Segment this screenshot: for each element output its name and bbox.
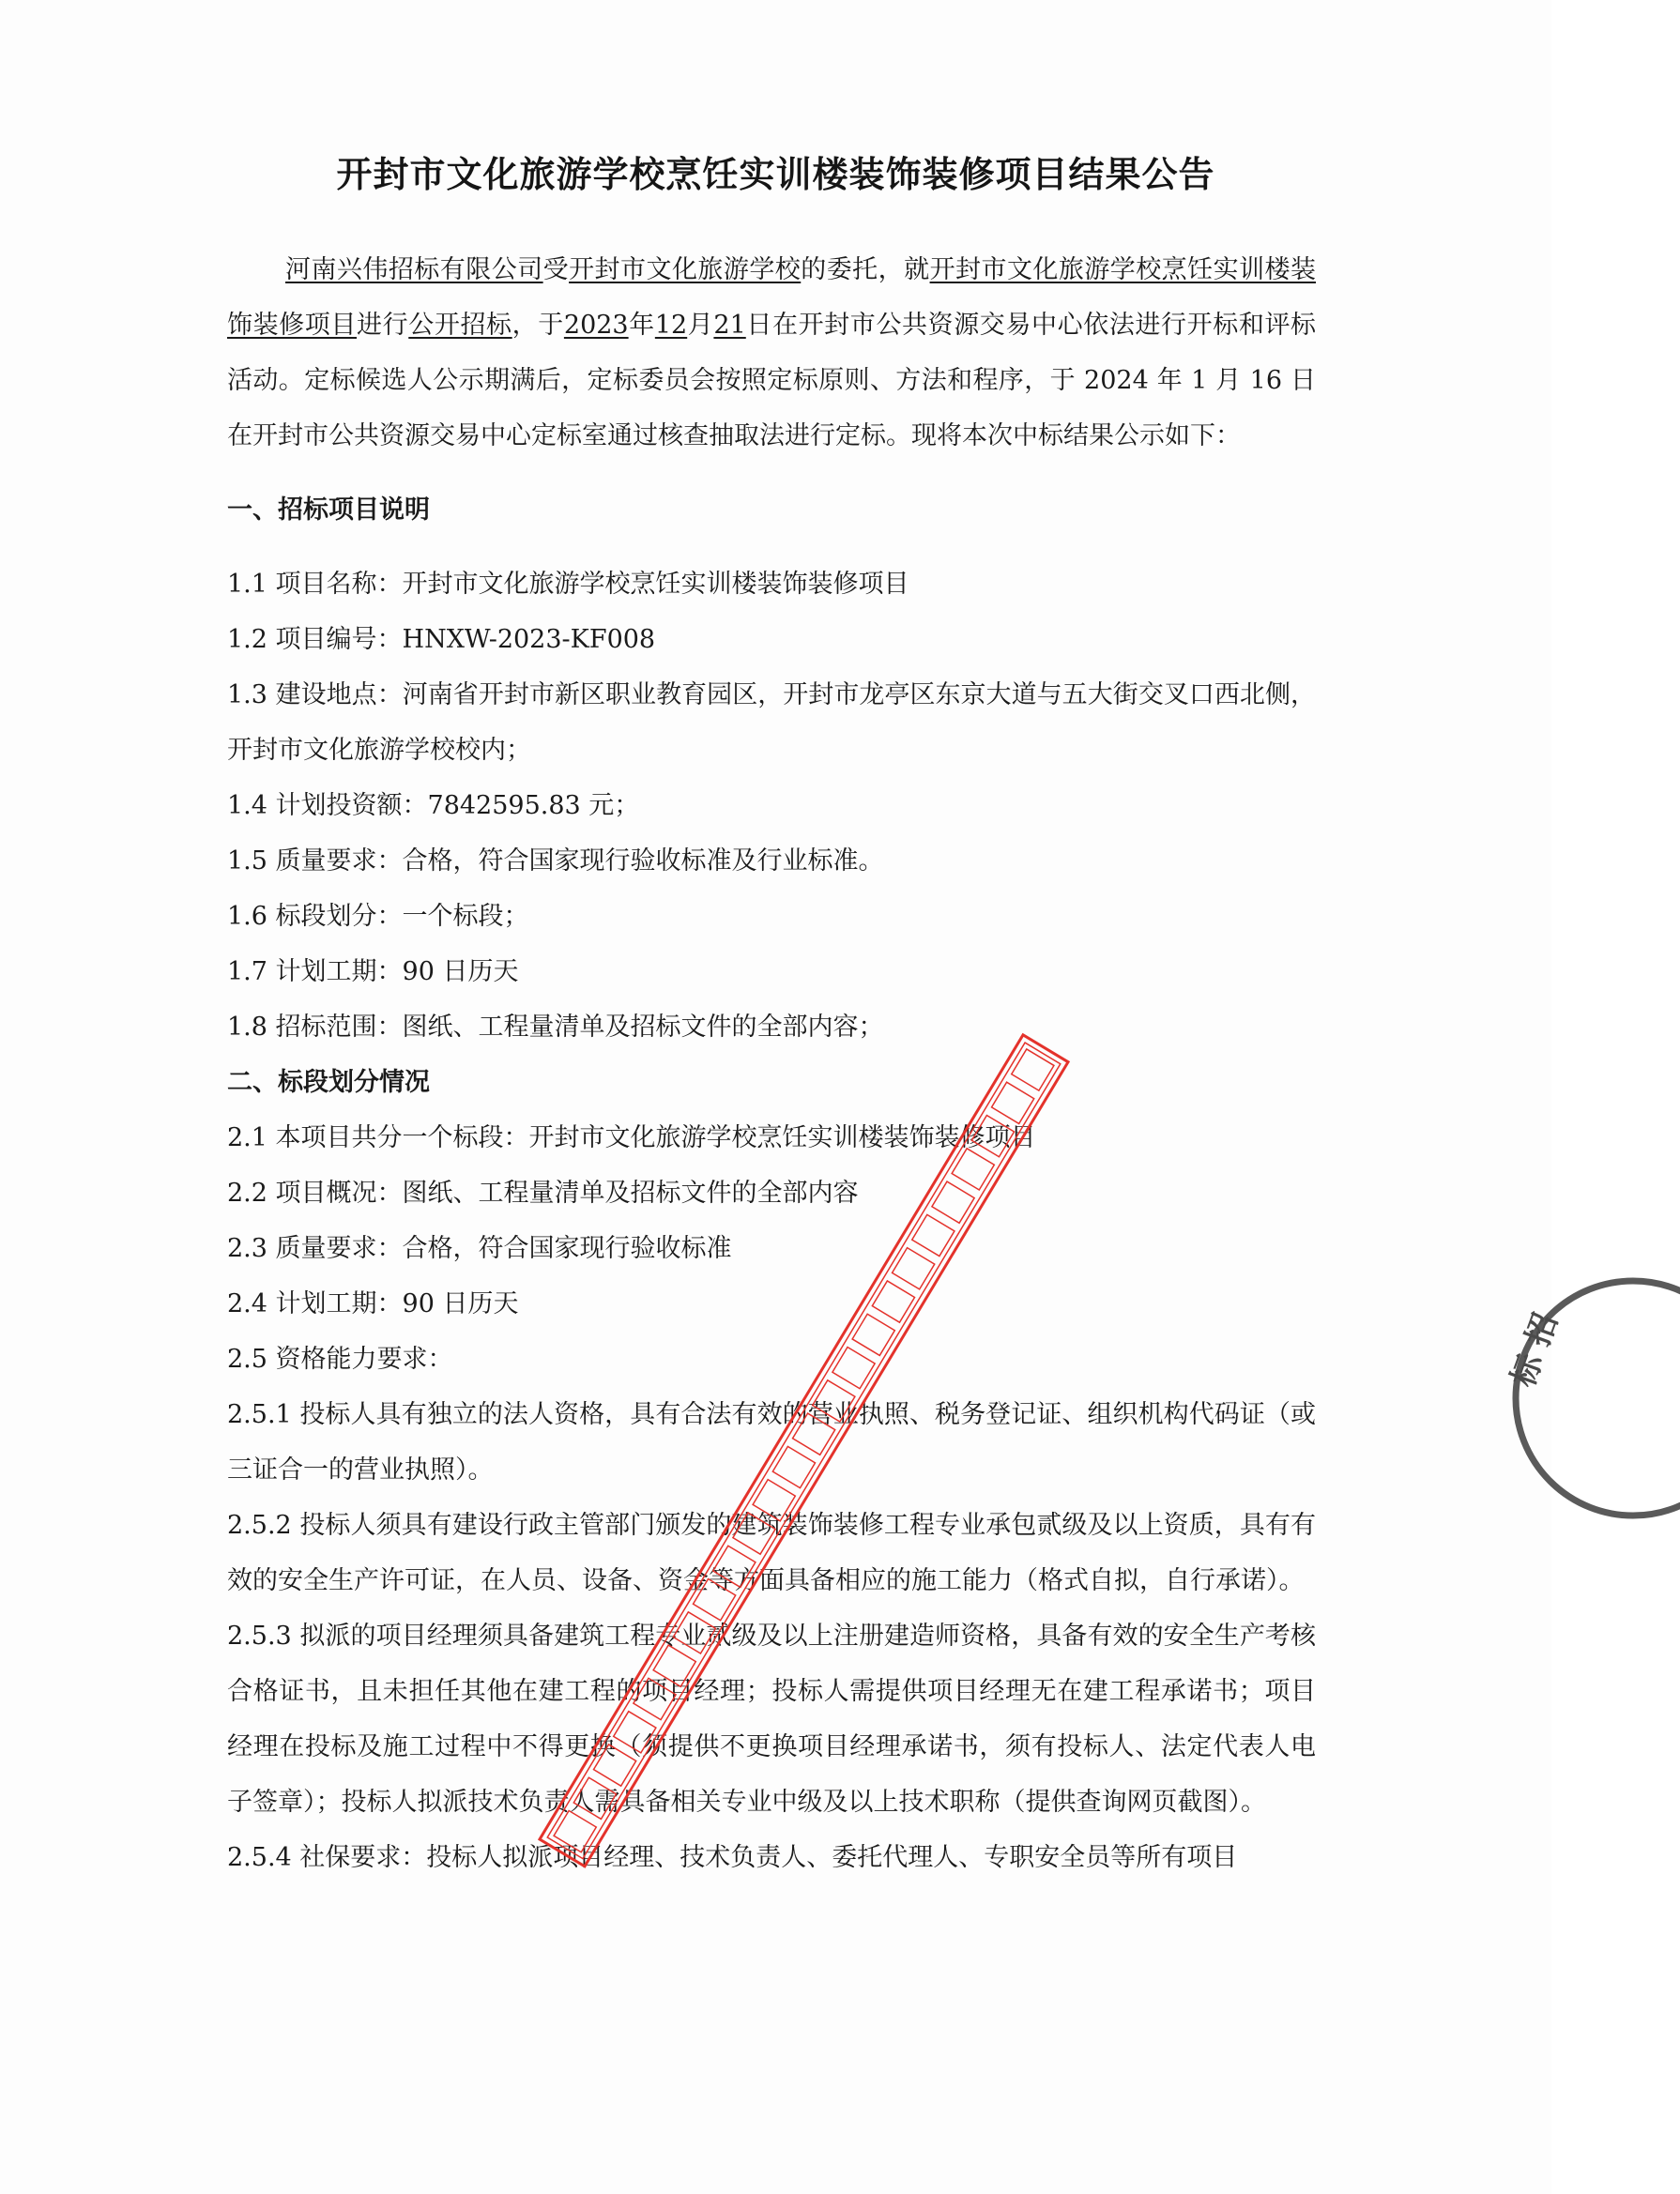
bid-method: 公开招标	[408, 311, 512, 340]
project-name: 开封市文化旅游学校烹饪实训楼装饰装修项目	[227, 255, 1317, 340]
section-1-heading: 一、招标项目说明	[227, 495, 430, 525]
list-item: 1.5 质量要求：合格，符合国家现行验收标准及行业标准。	[227, 846, 884, 876]
list-item: 1.7 计划工期：90 日历天	[227, 957, 519, 986]
list-item: 2.4 计划工期：90 日历天	[227, 1289, 519, 1318]
list-item: 1.8 招标范围：图纸、工程量清单及招标文件的全部内容；	[227, 1013, 884, 1042]
list-item: 2.5.1 投标人具有独立的法人资格，具有合法有效的营业执照、税务登记证、组织机构代码证（或三证合一的营业执照）。	[227, 1400, 1316, 1485]
client-name: 开封市文化旅游学校	[569, 255, 802, 284]
list-item: 1.3 建设地点：河南省开封市新区职业教育园区，开封市龙亭区东京大道与五大街交叉口西北侧，开封市文化旅游学校校内；	[227, 680, 1316, 765]
seal-text: 标 招	[1504, 1308, 1565, 1393]
list-item: 2.5 资格能力要求：	[227, 1345, 453, 1374]
list-item: 2.2 项目概况：图纸、工程量清单及招标文件的全部内容	[227, 1179, 859, 1208]
list-item: 2.1 本项目共分一个标段：开封市文化旅游学校烹饪实训楼装饰装修项目	[227, 1123, 1036, 1152]
section-2-heading: 二、标段划分情况	[227, 1068, 430, 1097]
agency-name: 河南兴伟招标有限公司	[285, 255, 543, 284]
list-item: 1.4 计划投资额：7842595.83 元；	[227, 791, 640, 820]
open-day: 21	[713, 311, 746, 340]
document-body	[227, 242, 1316, 1885]
list-item: 2.5.2 投标人须具有建设行政主管部门颁发的建筑装饰装修工程专业承包贰级及以上资质，具有有效的安全生产许可证，在人员、设备、资金等方面具备相应的施工能力（格式自拟，自行承诺）。	[227, 1511, 1316, 1595]
list-item: 2.3 质量要求：合格，符合国家现行验收标准	[227, 1234, 732, 1263]
list-item: 2.5.3 拟派的项目经理须具备建筑工程专业贰级及以上注册建造师资格，具备有效的安全生产考核合格证书，且未担任其他在建工程的项目经理；投标人需提供项目经理无在建工程承诺书；项目经理在投标及施工过程中不得更换（须提供不更换项目经理承诺书，须有投标人、法定代表人电子签章）；投标人拟派技术负责人需具备相关专业中级及以上技术职称（提供查询网页截图）。	[227, 1622, 1316, 1817]
list-item: 1.6 标段划分：一个标段；	[227, 902, 529, 931]
open-month: 12	[654, 311, 688, 340]
list-item: 1.1 项目名称：开封市文化旅游学校烹饪实训楼装饰装修项目	[227, 570, 909, 599]
list-item: 1.2 项目编号：HNXW-2023-KF008	[227, 625, 656, 654]
intro-paragraph: 河南兴伟招标有限公司受开封市文化旅游学校的委托，就开封市文化旅游学校烹饪实训楼装饰装修项目进行公开招标，于2023年12月21日在开封市公共资源交易中心依法进行开标和评标活动。定标候选人公示期满后，定标委员会按照定标原则、方法和程序，于 2024 年 1 月 16 日在开封市公共资源交易中心定标室通过核查抽取法进行定标。现将本次中标结果公示如下：	[227, 255, 1317, 450]
open-year: 2023	[563, 311, 629, 340]
page-title: 开封市文化旅游学校烹饪实训楼装饰装修项目结果公告	[336, 154, 1215, 195]
list-item: 2.5.4 社保要求：投标人拟派项目经理、技术负责人、委托代理人、专职安全员等所有项目	[227, 1843, 1238, 1872]
company-seal	[1492, 1276, 1680, 1520]
